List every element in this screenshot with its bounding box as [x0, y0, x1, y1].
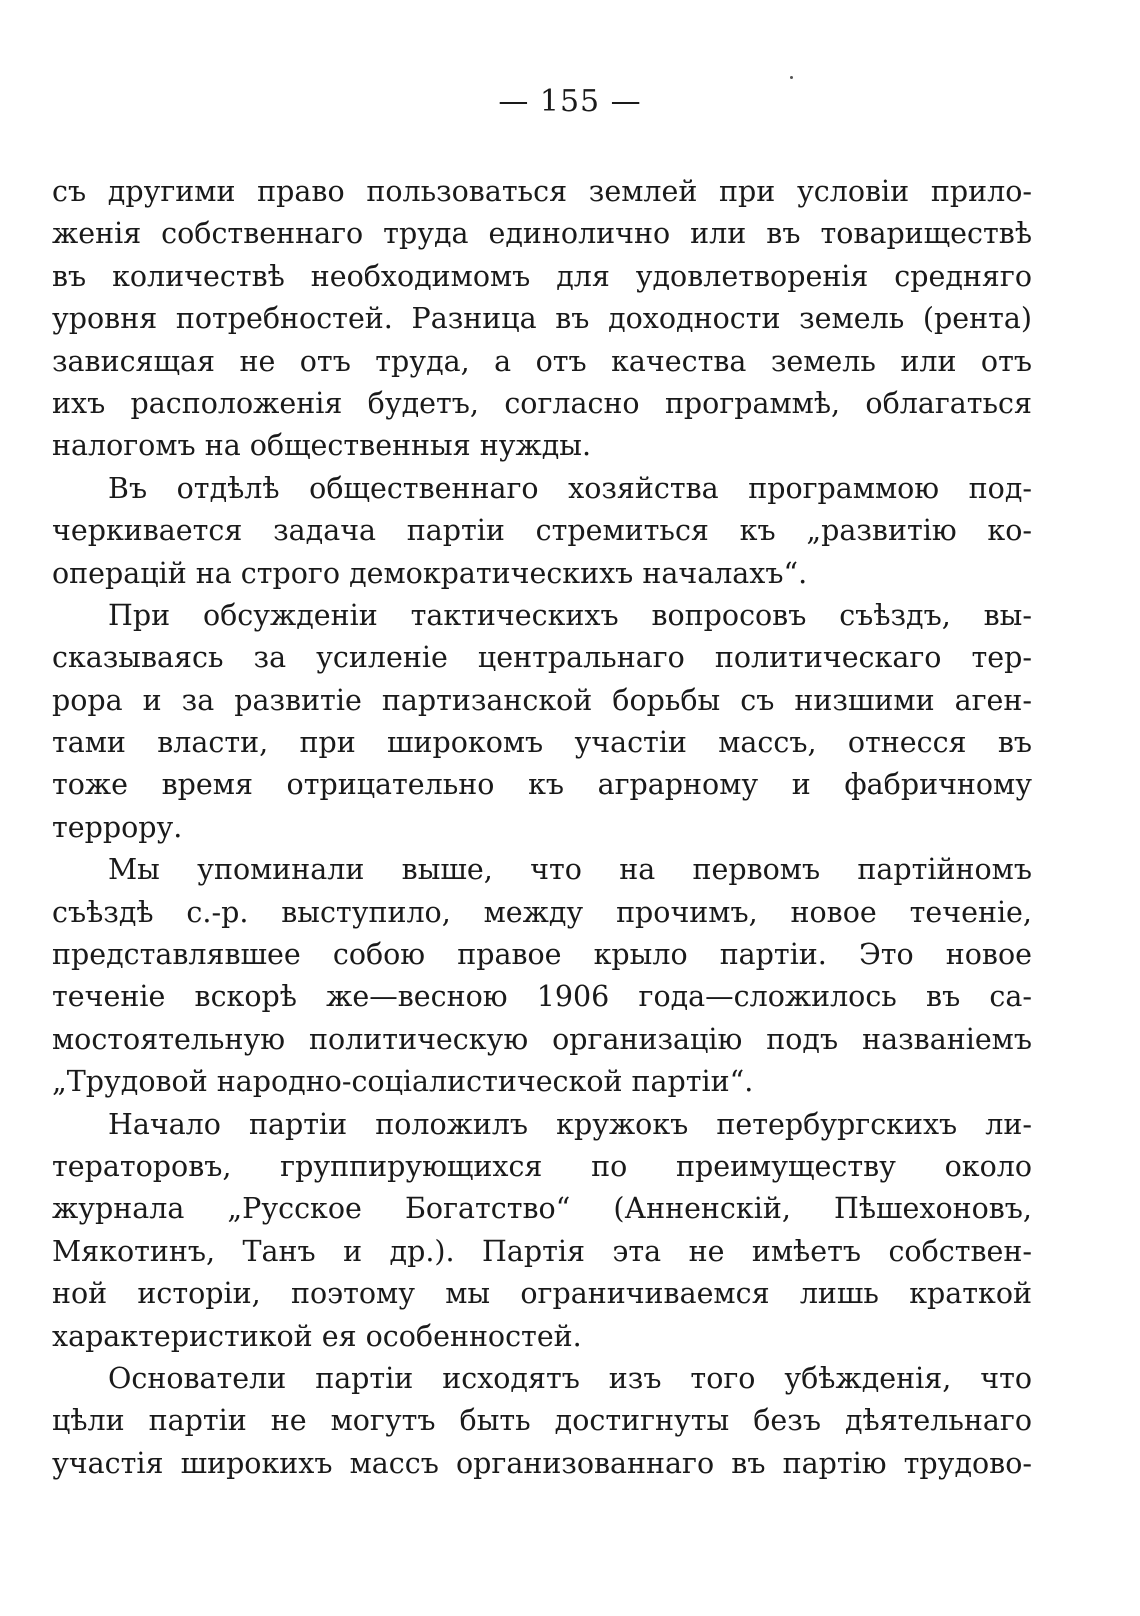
- text-line: Основатели партіи исходятъ изъ того убѣжденія, что: [108, 1361, 1032, 1395]
- text-line: операцій на строго демократическихъ началахъ“.: [52, 556, 808, 590]
- text-line: Мякотинъ, Танъ и др.). Партія эта не имѣетъ собствен-: [52, 1234, 1032, 1268]
- text-line: зависящая не отъ труда, а отъ качества земель или отъ: [52, 344, 1032, 378]
- text-line: налогомъ на общественныя нужды.: [52, 429, 592, 463]
- text-line: цѣли партіи не могутъ быть достигнуты безъ дѣятельнаго: [52, 1404, 1032, 1438]
- text-line: Мы упоминали выше, что на первомъ партійномъ: [108, 853, 1032, 887]
- text-line: журнала „Русское Богатство“ (Анненскій, Пѣшехоновъ,: [52, 1192, 1032, 1226]
- text-line: характеристикой ея особенностей.: [52, 1319, 582, 1353]
- text-line: тами власти, при широкомъ участіи массъ, отнесся въ: [52, 726, 1032, 760]
- text-line: представлявшее собою правое крыло партіи. Это новое: [52, 938, 1032, 972]
- text-line: Въ отдѣлѣ общественнаго хозяйства программою под-: [108, 471, 1032, 505]
- text-line: съ другими право пользоваться землей при условіи прило-: [52, 175, 1032, 208]
- text-line: черкивается задача партіи стремиться къ „развитію ко-: [52, 514, 1032, 548]
- text-line: уровня потребностей. Разница въ доходности земель (рента): [52, 302, 1032, 336]
- text-line: сказываясь за усиленіе центральнаго политическаго тер-: [52, 641, 1032, 675]
- text-line: ихъ расположенія будетъ, согласно программѣ, облагаться: [52, 386, 1032, 420]
- print-speck: [790, 76, 793, 79]
- text-line: участія широкихъ массъ организованнаго въ партію трудово-: [52, 1446, 1032, 1480]
- text-line: теченіе вскорѣ же—весною 1906 года—сложилось въ са-: [52, 980, 1032, 1014]
- text-line: женія собственнаго труда единолично или въ товариществѣ: [52, 217, 1032, 251]
- text-line: При обсужденіи тактическихъ вопросовъ съѣздъ, вы-: [108, 598, 1032, 632]
- text-line: тераторовъ, группирующихся по преимуществу около: [52, 1149, 1032, 1183]
- text-line: мостоятельную политическую организацію подъ названіемъ: [52, 1022, 1032, 1056]
- text-line: тоже время отрицательно къ аграрному и фабричному: [52, 768, 1032, 802]
- page-number: — 155 —: [498, 84, 642, 119]
- text-line: въ количествѣ необходимомъ для удовлетворенія средняго: [52, 259, 1032, 293]
- text-line: съѣздѣ с.-р. выступило, между прочимъ, новое теченіе,: [52, 895, 1032, 929]
- text-line: рора и за развитіе партизанской борьбы съ низшими аген-: [52, 683, 1032, 717]
- text-line: „Трудовой народно-соціалистической партіи“.: [52, 1065, 754, 1099]
- body-text: [52, 171, 1032, 1485]
- text-line: Начало партіи положилъ кружокъ петербургскихъ ли-: [108, 1107, 1032, 1141]
- text-line: ной исторіи, поэтому мы ограничиваемся лишь краткой: [52, 1277, 1032, 1311]
- text-line: террору.: [52, 810, 183, 844]
